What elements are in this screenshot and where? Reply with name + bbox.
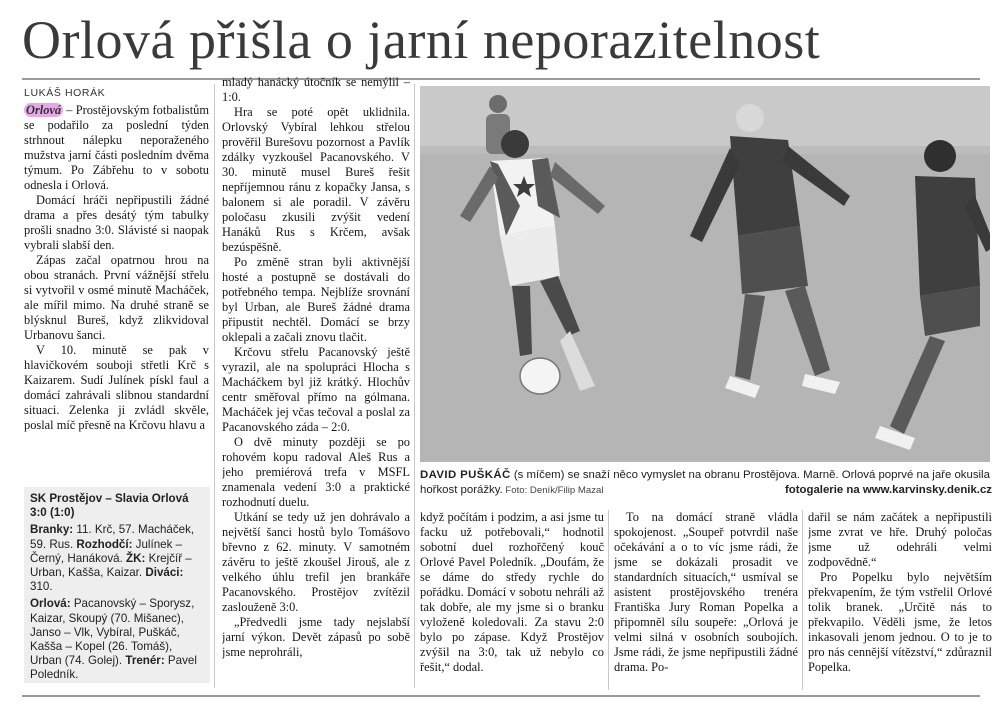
paragraph: dařil se nám začátek a nepřipustili jsme zvrat ve hře. Druhý poločas jsme už odehráli velmi zodpovědně.“ [808,510,992,569]
factbox-text: Krejčíř – Urban, Kašša, Kaizar. [30,551,192,580]
column-2 [222,75,410,706]
factbox-label: Branky: [30,523,74,537]
column-divider [802,510,803,690]
paragraph: V 10. minutě se pak v hlavičkovém souboji střetli Krč s Kaizarem. Sudí Julínek pískl faul a domácí zahrávali slibnou standardní situaci. Zelenka ji zvládl skvěle, poslal míč přesně na Krčovu hlavu a [24,343,209,432]
factbox-label: Rozhodčí: [76,537,133,551]
column-divider [414,84,415,688]
factbox-text: 310. [30,580,53,594]
factbox-lineup [30,597,204,682]
factbox-text: Pavel Poledník. [30,654,197,682]
football-players-illustration [420,86,990,462]
paragraph [24,103,209,193]
factbox-text: Julínek – Černý, Hanáková. [30,537,183,565]
dateline-highlight: Orlová [26,103,62,117]
paragraph: To na domácí straně vládla spokojenost. „Soupeř potvrdil naše očekávání a o to víc jsme rádi, že jsme se dokázali prosadit ve standardních situacích,“ usmíval se asistent prostějovského trenéra Františka Jury Roman Popelka a připomněl sílu soupeře: „Orlová je velmi silná v osobních soubojích. Jsme rádi, že jsme nepřipustili žádné drama. Po- [614,510,798,674]
paragraph: Krčovu střelu Pacanovský ještě vyrazil, ale na spolupráci Hlocha s Macháčkem byl již krátký. Hlochův centr směřoval přímo na gólmana. Macháček jej včas tečoval a poslal za Pacanovského záda – 2:0. [222,345,410,434]
byline: LUKÁŠ HORÁK [24,87,106,99]
column-divider [608,510,609,690]
paragraph: Zápas začal opatrnou hrou na obou stranách. První vážnější střelu si vytvořil v osmé minutě Macháček, ale mířil mimo. Na druhé straně se blýsknul Bureš, když zlikvidoval Urbanovu šanci. [24,253,209,342]
factbox-text: Pacanovský – Sporysz, Kaizar, Skoupý (70. Mišanec), Janso – Vlk, Vybíral, Puškáč, Kašša – Kopel (26. Tomáš), Urban (74. Golej). [30,597,195,668]
caption-name: DAVID PUŠKÁČ [420,469,511,481]
match-photo [420,86,990,462]
factbox-label: Orlová: [30,597,71,611]
paragraph: mladý hanácký útočník se nemýlil – 1:0. [222,75,410,104]
paragraph: „Předvedli jsme tady nejslabší jarní výkon. Devět zápasů po sobě jsme neprohráli, [222,615,410,659]
factbox-label: Trenér: [125,654,165,668]
photo-gallery-link[interactable]: fotogalerie na www.karvinsky.denik.cz [785,484,992,496]
column-3 [420,510,604,700]
column-5 [808,510,992,700]
top-rule [22,78,980,80]
factbox-label: ŽK: [126,551,146,565]
paragraph: Utkání se tedy už jen dohrávalo a největší šanci hostů bylo Tomášovo břevno z 62. minuty. V samotném závěru to ještě zkoušel Jirouš, ale z velkého úhlu trefil jen brankáře Pacanovského. Prostějov zvítězil zaslouženě 3:0. [222,510,410,614]
paragraph-text: – Prostějovským fotbalistům se podařilo za poslední týden strhnout nálepku neporaženého mužstva jarní části posledním dvěma týmum. Po Zábřehu to v sobotu odnesla i Orlová. [24,103,209,192]
paragraph: Hra se poté opět uklidnila. Orlovský Vybíral lehkou střelou prověřil Burešovu pozornost a Pavlík zdálky vyzkoušel Pacanovského. V 30. minutě musel Bureš řešit nepříjemnou ránu z kopačky Jansa, s balonem si ale poradil. V závěru poločasu zkusili zvýšit vedení Hanáků Rus s Krčem, avšak bezúspěšně. [222,105,410,254]
paragraph: Pro Popelku bylo největším překvapením, že tým vstřelil Orlové tolik branek. „Určitě nás to překvapilo. Věděli jsme, že letos inkasovali jenom jednou. O to je to pro nás cennější vítězství,“ zdůraznil Popelka. [808,570,992,674]
column-1 [24,103,209,485]
paragraph: Po změně stran byli aktivnější hosté a postupně se dostávali do potřebného tempa. Nejblíže srovnání byl Urban, ale Bureš žádné drama připustit nechtěl. Domácí se brzy oklepali a začali znovu tlačit. [222,255,410,344]
paragraph: O dvě minuty později se po rohovém kopu radoval Aleš Rus a jeho premiérová trefa v MSFL znamenala vedení 3:0 a praktické rozhodnutí duelu. [222,435,410,509]
factbox-details [30,523,204,594]
bottom-rule [22,695,980,697]
column-divider [214,84,215,688]
column-4 [614,510,798,700]
paragraph: Domácí hráči nepřipustili žádné drama a přes desátý tým tabulky prošli snadno 3:0. Slávisté si naopak vybrali slabší den. [24,193,209,252]
paragraph: když počítám i podzim, a asi jsme tu facku už potřebovali,“ hodnotil sobotní duel rozhořčený kouč Orlové Pavel Poledník. „Doufám, že se dáme do středy rychle do pořádku. Domácí v sobotu nehráli až tak dobře, ale my jsme si o branku vyloženě koledovali. Za stavu 2:0 bylo po zápase. Když Prostějov zvýšil na 3:0, tak už nebylo co řešit,“ dodal. [420,510,604,674]
caption-text: (s míčem) se snaží něco vymyslet na obranu Prostějova. Marně. Orlová poprvé na jaře okusila hořkost porážky. [420,469,990,496]
match-factbox [24,487,210,683]
factbox-title: SK Prostějov – Slavia Orlová 3:0 (1:0) [30,492,189,520]
headline: Orlová přišla o jarní neporazitelnost [22,10,821,70]
factbox-text: 11. Krč, 57. Macháček, 59. Rus. [30,523,195,551]
factbox-label: Diváci: [145,566,184,580]
photo-credit: Foto: Deník/Filip Mazal [502,485,604,496]
